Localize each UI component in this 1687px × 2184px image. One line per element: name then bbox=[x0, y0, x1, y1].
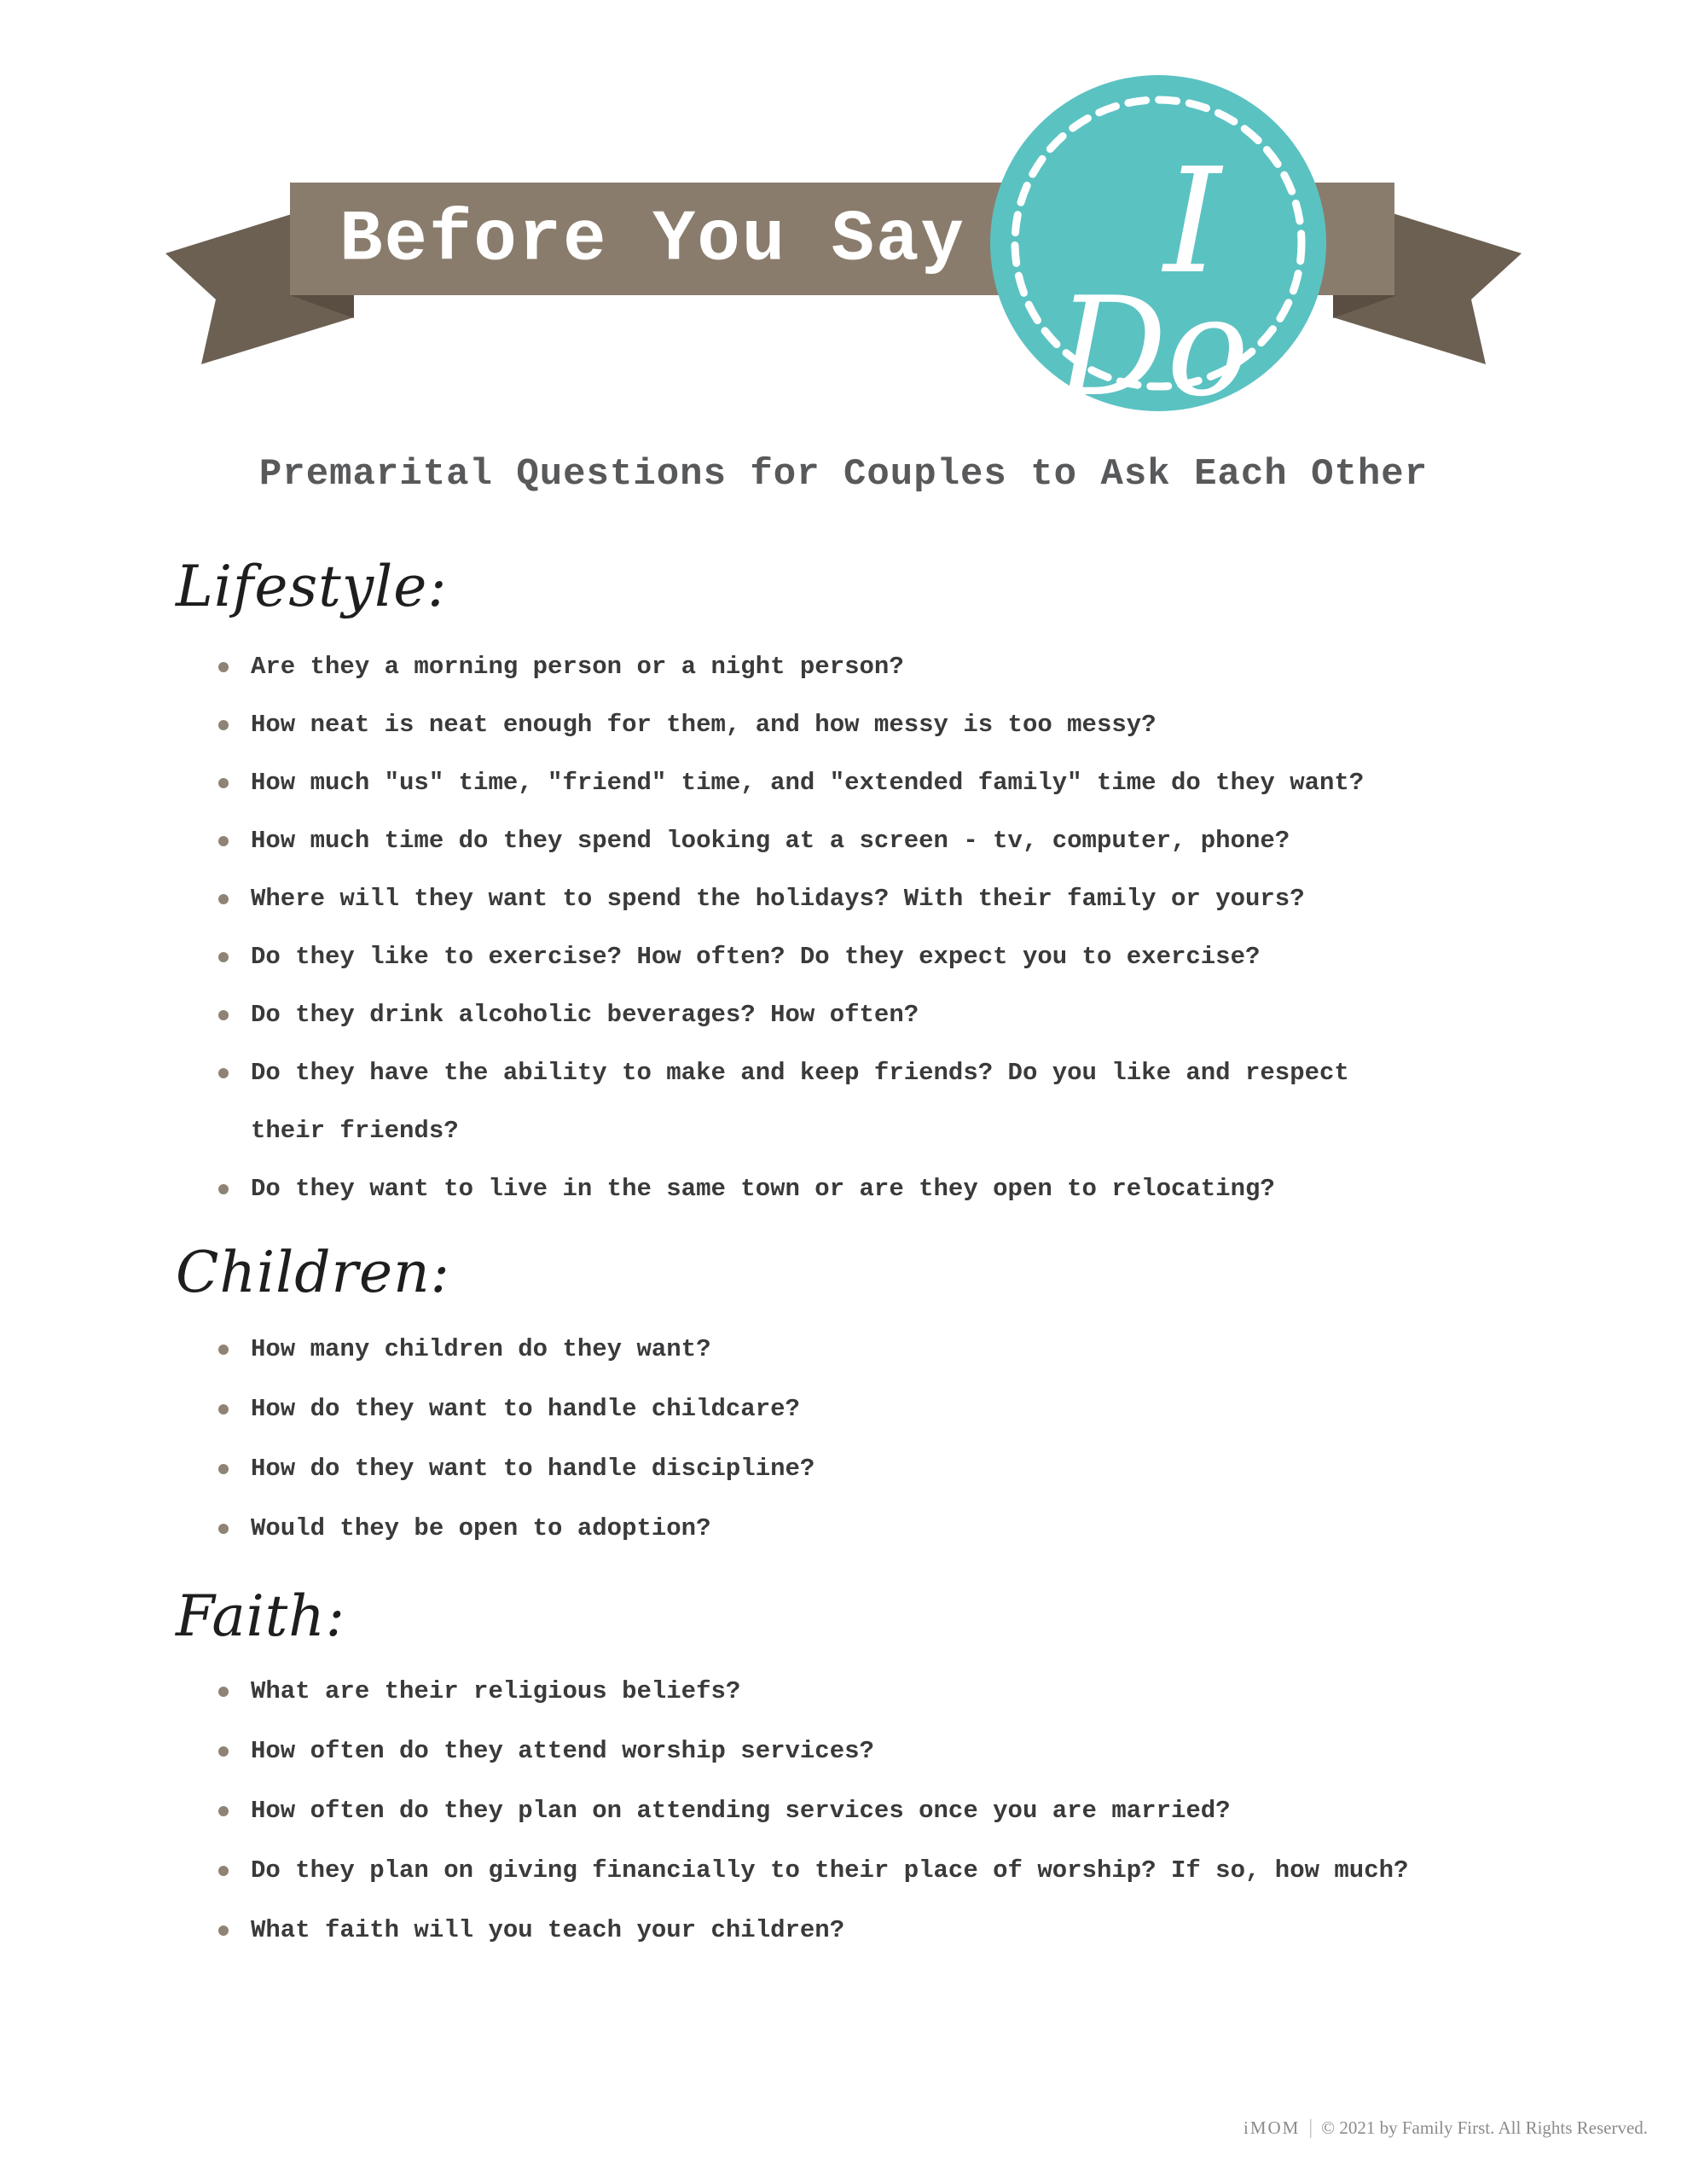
question-text: Do they like to exercise? How often? Do they expect you to exercise? bbox=[251, 943, 1261, 971]
bullet-dot-icon bbox=[218, 1068, 229, 1078]
question-text: Do they have the ability to make and keep friends? Do you like and respect their friends? bbox=[251, 1059, 1349, 1145]
question-item bbox=[218, 638, 1438, 696]
question-item bbox=[218, 1901, 1438, 1960]
question-item bbox=[218, 1841, 1438, 1901]
bullet-dot-icon bbox=[218, 1866, 229, 1876]
bullet-dot-icon bbox=[218, 1806, 229, 1816]
question-text: Do they drink alcoholic beverages? How often? bbox=[251, 1001, 919, 1029]
question-item bbox=[218, 1781, 1438, 1841]
footer bbox=[1244, 2116, 1648, 2140]
question-item bbox=[218, 754, 1438, 812]
question-list-children bbox=[218, 1320, 1438, 1559]
question-text: How often do they attend worship services? bbox=[251, 1737, 874, 1765]
ribbon-banner bbox=[0, 0, 1687, 444]
bullet-dot-icon bbox=[218, 1404, 229, 1414]
bullet-dot-icon bbox=[218, 836, 229, 846]
question-item bbox=[218, 986, 1438, 1044]
question-text: Do they plan on giving financially to their place of worship? If so, how much? bbox=[251, 1856, 1409, 1885]
bullet-dot-icon bbox=[218, 1184, 229, 1194]
bullet-dot-icon bbox=[218, 1345, 229, 1355]
question-text: How do they want to handle childcare? bbox=[251, 1395, 800, 1423]
bullet-dot-icon bbox=[218, 1464, 229, 1474]
bullet-dot-icon bbox=[218, 720, 229, 730]
bullet-dot-icon bbox=[218, 1926, 229, 1936]
brand-text: iMOM bbox=[1244, 2117, 1301, 2138]
bullet-dot-icon bbox=[218, 1524, 229, 1534]
question-text: How neat is neat enough for them, and how messy is too messy? bbox=[251, 711, 1157, 739]
question-text: What are their religious beliefs? bbox=[251, 1677, 741, 1705]
question-text: How many children do they want? bbox=[251, 1335, 711, 1363]
question-item bbox=[218, 1320, 1438, 1380]
bullet-dot-icon bbox=[218, 1010, 229, 1020]
copyright-text: © 2021 by Family First. All Rights Reserved. bbox=[1321, 2117, 1649, 2138]
question-item bbox=[218, 870, 1438, 928]
question-text: Where will they want to spend the holidays? With their family or yours? bbox=[251, 885, 1305, 913]
ribbon-headline: Before You Say bbox=[339, 200, 965, 282]
bullet-dot-icon bbox=[218, 1687, 229, 1697]
question-item bbox=[218, 812, 1438, 870]
section-heading-children: Children: bbox=[176, 1240, 450, 1305]
question-item bbox=[218, 1380, 1438, 1439]
bullet-dot-icon bbox=[218, 1746, 229, 1757]
question-text: How much time do they spend looking at a screen - tv, computer, phone? bbox=[251, 827, 1290, 855]
bullet-dot-icon bbox=[218, 662, 229, 672]
bullet-dot-icon bbox=[218, 952, 229, 962]
question-text: What faith will you teach your children? bbox=[251, 1916, 845, 1944]
question-text: Do they want to live in the same town or are they open to relocating? bbox=[251, 1175, 1275, 1203]
question-item bbox=[218, 1499, 1438, 1559]
document-title: Premarital Questions for Couples to Ask Each Other bbox=[258, 453, 1429, 496]
question-item bbox=[218, 1160, 1438, 1218]
question-item bbox=[218, 1439, 1438, 1499]
question-list-faith bbox=[218, 1662, 1438, 1960]
question-text: Would they be open to adoption? bbox=[251, 1514, 711, 1542]
question-text: Are they a morning person or a night person? bbox=[251, 653, 904, 681]
question-item bbox=[218, 1722, 1438, 1781]
question-text: How do they want to handle discipline? bbox=[251, 1455, 815, 1483]
question-item bbox=[218, 928, 1438, 986]
section-heading-faith: Faith: bbox=[176, 1583, 346, 1649]
badge-word-i: I bbox=[1163, 137, 1221, 306]
section-heading-lifestyle: Lifestyle: bbox=[176, 554, 448, 619]
question-text: How much "us" time, "friend" time, and "extended family" time do they want? bbox=[251, 769, 1365, 797]
question-item bbox=[218, 1662, 1438, 1722]
question-text: How often do they plan on attending services once you are married? bbox=[251, 1797, 1231, 1825]
bullet-dot-icon bbox=[218, 778, 229, 788]
bullet-dot-icon bbox=[218, 894, 229, 904]
question-item bbox=[218, 1044, 1438, 1160]
question-item bbox=[218, 696, 1438, 754]
question-list-lifestyle bbox=[218, 638, 1438, 1218]
badge-word-do: Do bbox=[1057, 267, 1249, 427]
footer-divider: | bbox=[1308, 2117, 1313, 2139]
